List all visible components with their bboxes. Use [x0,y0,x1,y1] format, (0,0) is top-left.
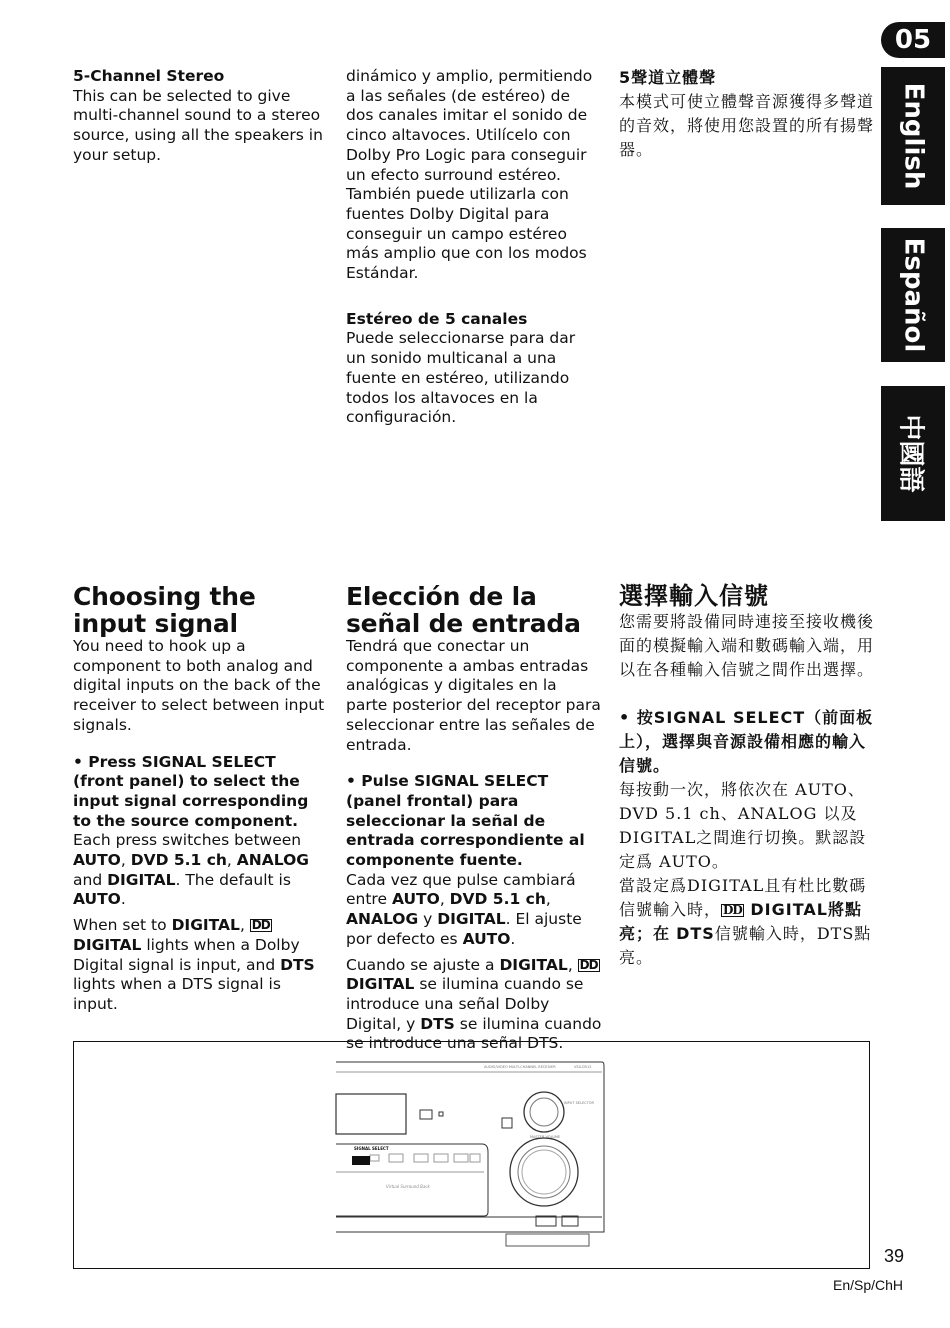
en-intro: You need to hook up a component to both analog and digital inputs on the back of the receiver to select between input signals. [73,637,325,734]
zh-stereo5-body: 本模式可使立體聲音源獲得多聲道的音效，將使用您設置的所有揚聲器。 [619,92,875,159]
virtual-surround-label: Virtual Surround Back [386,1184,430,1189]
en-stereo5-section [73,67,323,166]
es-lights-text: Cuando se ajuste a DIGITAL, DD DIGITAL se ilumina cuando se introduce una señal Dolby Digital, y DTS se ilumina cuando se introduce una señal DTS. [346,955,602,1053]
receiver-illustration-box [73,1041,870,1269]
es-stereo5-title: Estéreo de 5 canales [346,309,528,328]
signal-select-label: SIGNAL SELECT [354,1146,389,1151]
zh-heading: 選擇輸入信號 [619,582,769,610]
zh-stereo5-section [619,66,875,162]
es-step: • Pulse SIGNAL SELECT (panel frontal) para seleccionar la señal de entrada correspondiente al componente fuente. [346,772,585,870]
dolby-digital-icon: DD [251,918,270,933]
receiver-front-panel-drawing [74,1042,871,1270]
model-text: VSX-D512 [574,1065,592,1069]
master-volume-label: MASTER VOLUME [530,1135,561,1139]
tab-espanol: Español [881,228,945,362]
dolby-digital-icon: DD [723,903,742,917]
zh-input-signal-section [619,582,875,970]
en-stereo5-title: 5-Channel Stereo [73,67,225,85]
es-stereo5-body: Puede seleccionarse para dar un sonido multicanal a una fuente en estéreo, utilizando todos los altavoces en la configuración. [346,329,576,427]
chapter-number-tab: 05 [881,22,945,58]
en-heading: Choosing the input signal [73,582,256,638]
brand-text: AUDIO/VIDEO MULTI-CHANNEL RECEIVER [484,1065,556,1069]
en-step-body: Each press switches between AUTO, DVD 5.1 ch, ANALOG and DIGITAL. The default is AUTO. [73,831,309,909]
footer-language-code: En/Sp/ChH [833,1277,904,1293]
zh-step: • 按SIGNAL SELECT（前面板上），選擇與音源設備相應的輸入信號。 [619,708,874,775]
es-intro: Tendrá que conectar un componente a ambas entradas analógicas y digitales en la parte posterior del receptor para seleccionar entre las señales de entrada. [346,637,601,754]
page-number: 39 [884,1246,905,1266]
zh-stereo5-title: 5聲道立體聲 [619,68,717,87]
es-top-section [346,67,598,428]
es-heading: Elección de la señal de entrada [346,582,581,638]
en-stereo5-body: This can be selected to give multi-channel sound to a stereo source, using all the speakers in your setup. [73,86,323,164]
signal-select-button-highlight [352,1156,370,1165]
en-input-signal-section [73,583,325,1015]
es-step-body: Cada vez que pulse cambiará entre AUTO, DVD 5.1 ch, ANALOG y DIGITAL. El ajuste por defecto es AUTO. [346,870,582,948]
dolby-digital-icon: DD [579,957,598,972]
es-input-signal-section [346,583,602,1054]
zh-lights-text: 當設定爲DIGITAL且有杜比數碼信號輸入時， DD DIGITAL將點亮；在 DTS信號輸入時，DTS點亮。 [619,876,872,967]
zh-intro: 您需要將設備同時連接至接收機後面的模擬輸入端和數碼輸入端，用以在各種輸入信號之間作出選擇。 [619,612,875,679]
zh-step-body: 每按動一次，將依次在 AUTO、DVD 5.1 ch、ANALOG 以及 DIGITAL之間進行切換。默認設定爲 AUTO。 [619,780,867,871]
tab-chinese: 中國語 [881,386,945,521]
tab-english: English [881,67,945,205]
input-selector-label: INPUT SELECTOR [564,1101,594,1105]
en-step: • Press SIGNAL SELECT (front panel) to select the input signal corresponding to the source component. [73,752,309,830]
en-lights-text: When set to DIGITAL, DD DIGITAL lights when a Dolby Digital signal is input, and DTS lights when a DTS signal is input. [73,916,315,1013]
es-continuation: dinámico y amplio, permitiendo a las señales (de estéreo) de dos canales imitar el sonido de cinco altavoces. Utilícelo con Dolby Pro Logic para conseguir un efecto surround estéreo. También puede utilizarla con fuentes Dolby Digital para conseguir un campo estéreo más amplio que con los modos Estándar. [346,67,593,283]
